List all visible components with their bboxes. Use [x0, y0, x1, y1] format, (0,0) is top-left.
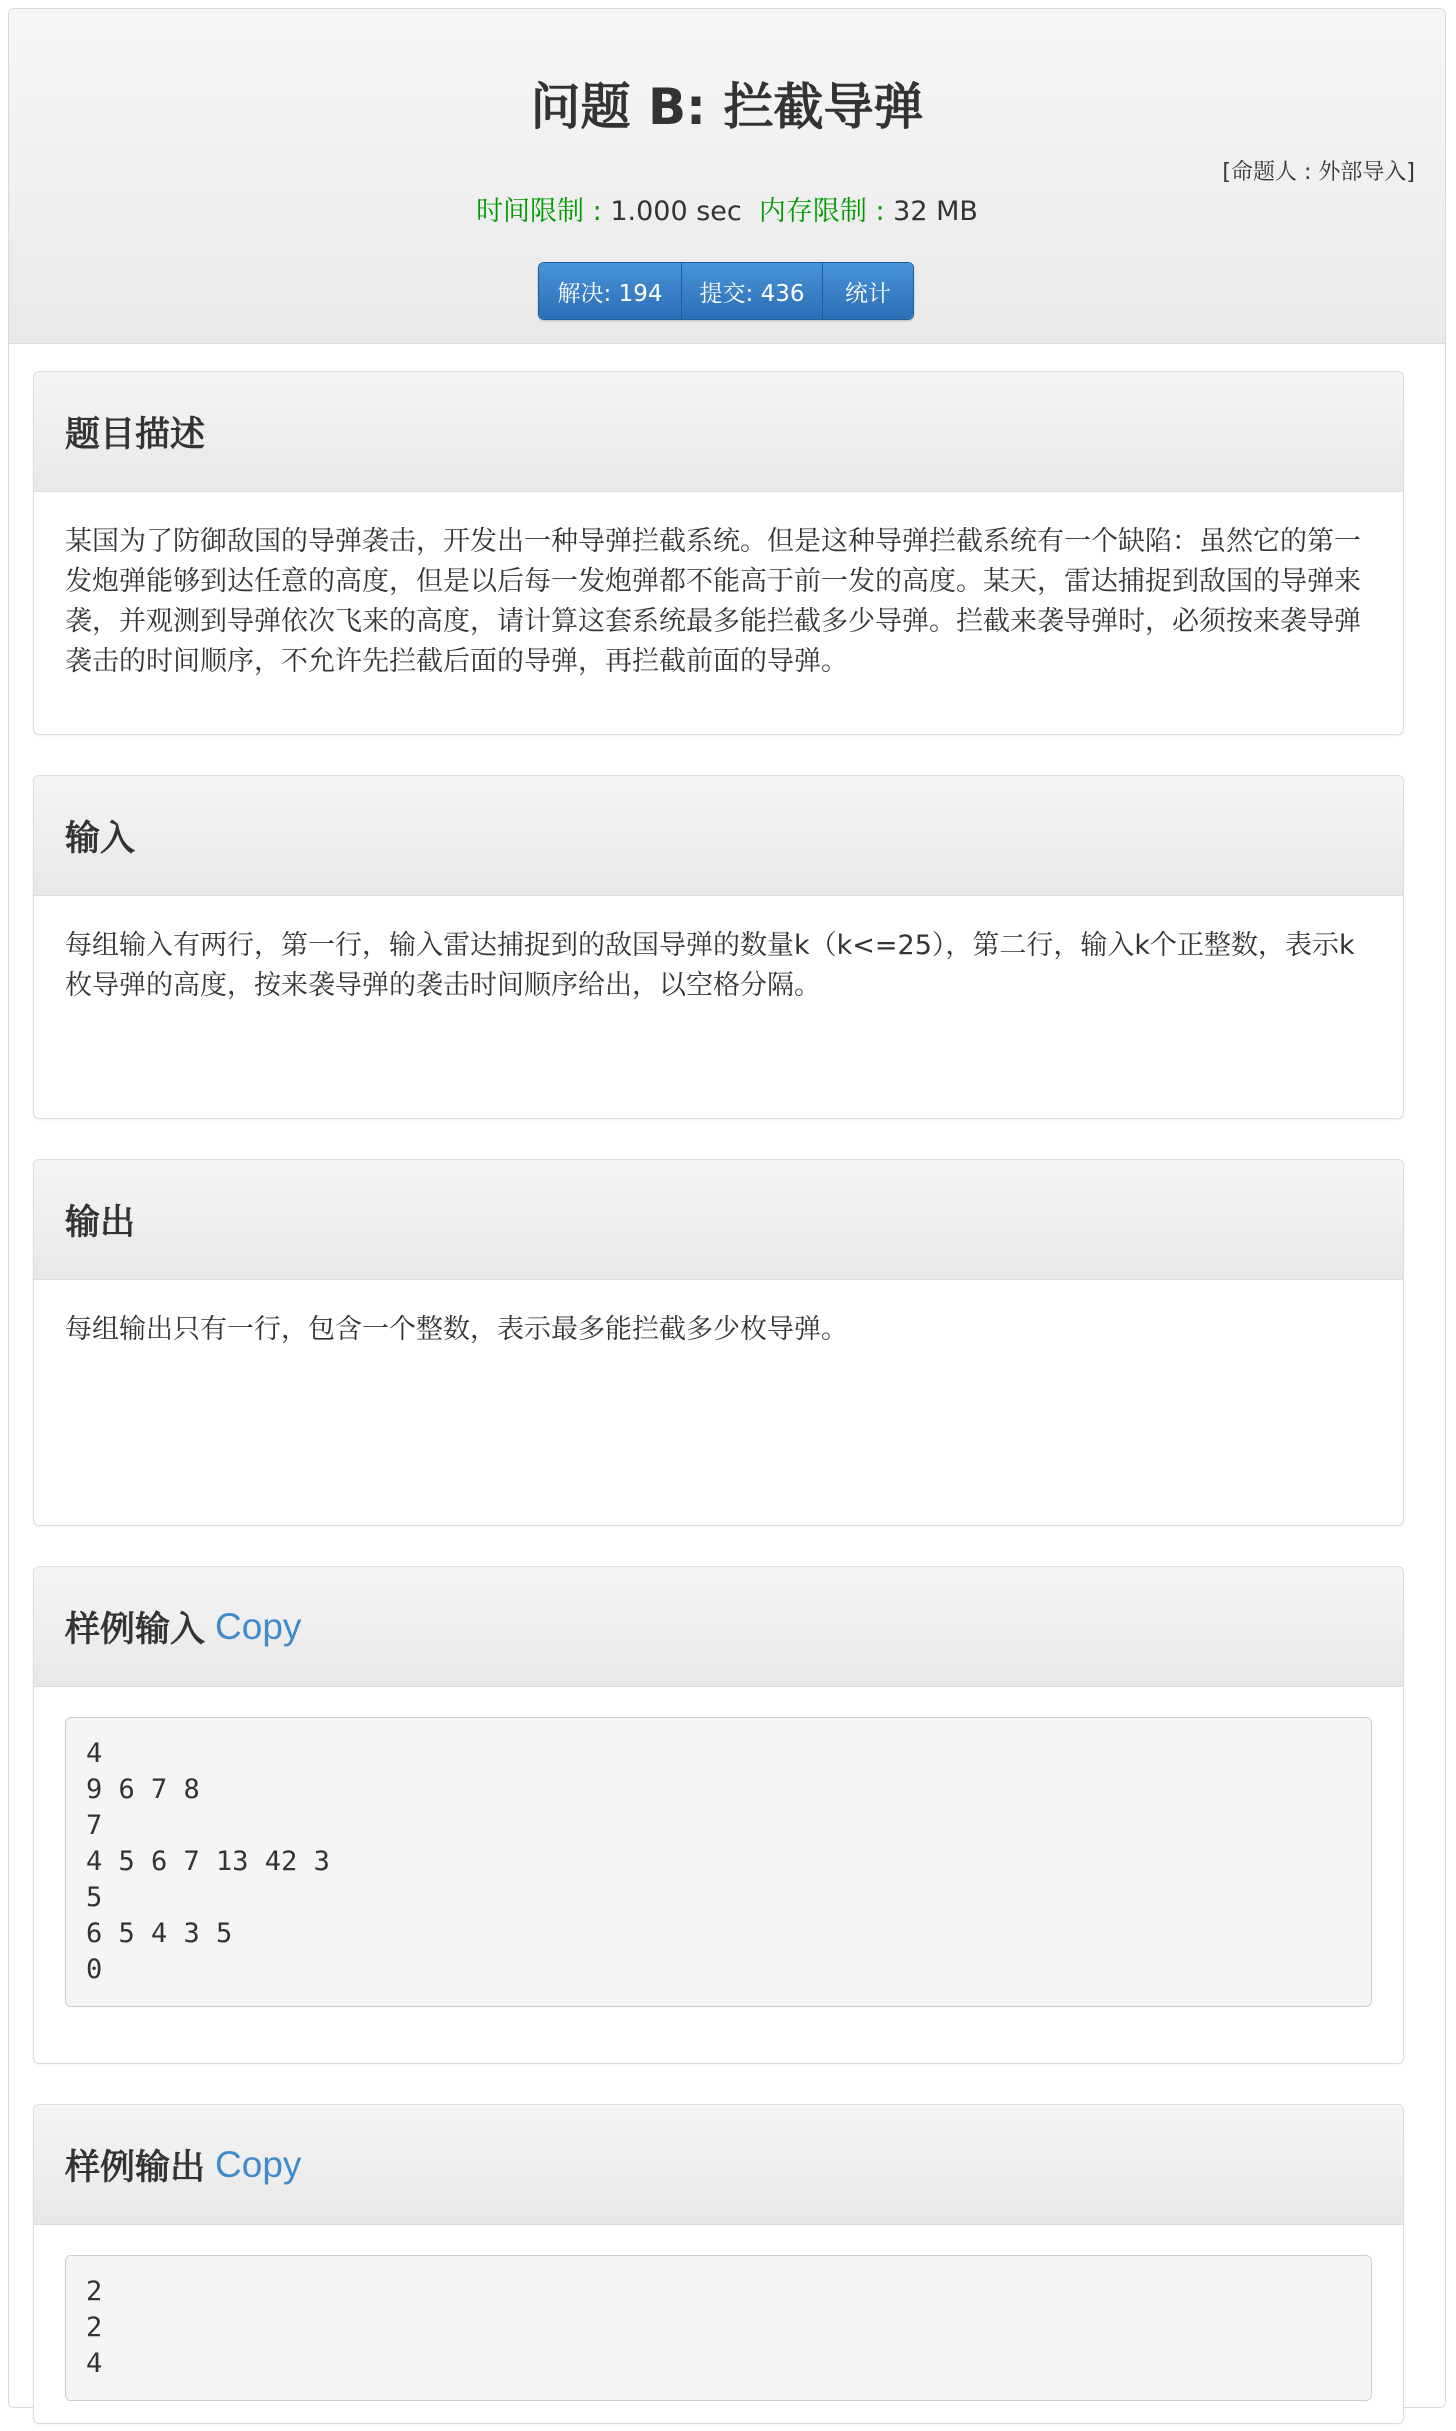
sample-output-title: 样例输出 [65, 2147, 206, 2188]
time-limit-value: 1.000 sec [610, 196, 742, 227]
input-title: 输入 [65, 818, 136, 859]
sample-input-code: 4 9 6 7 8 7 4 5 6 7 13 42 3 5 6 5 4 3 5 0 [65, 1717, 1372, 2007]
memory-limit-label: 内存限制 : [758, 196, 894, 227]
sample-output-body [34, 2225, 1403, 2431]
sample-input-heading [34, 1567, 1403, 1687]
input-text: 每组输入有两行，第一行，输入雷达捕捉到的敌国导弹的数量k（k<=25），第二行，输入k个正整数，表示k枚导弹的高度，按来袭导弹的袭击时间顺序给出，以空格分隔。 [65, 930, 1355, 1001]
problem-author: [命题人 : 外部导入] [1222, 160, 1415, 185]
problem-title: 问题 B: 拦截导弹 [530, 78, 924, 136]
description-text: 某国为了防御敌国的导弹袭击，开发出一种导弹拦截系统。但是这种导弹拦截系统有一个缺陷：虽然它的第一发炮弹能够到达任意的高度，但是以后每一发炮弹都不能高于前一发的高度。某天，雷达捕捉到敌国的导弹来袭，并观测到导弹依次飞来的高度，请计算这套系统最多能拦截多少导弹。拦截来袭导弹时，必须按来袭导弹袭击的时间顺序，不允许先拦截后面的导弹，再拦截前面的导弹。 [65, 526, 1361, 677]
sample-output-code: 2 2 4 [65, 2255, 1372, 2401]
time-limit-label: 时间限制 : [476, 196, 611, 227]
input-panel [33, 775, 1404, 1119]
submit-button[interactable]: 提交: 436 [682, 263, 823, 319]
stats-button[interactable]: 统计 [823, 263, 913, 319]
limits-line [9, 189, 1445, 228]
description-panel [33, 371, 1404, 735]
output-panel [33, 1159, 1404, 1526]
sample-output-panel [33, 2104, 1404, 2424]
memory-limit-value: 32 MB [893, 196, 978, 227]
sample-input-copy-link[interactable]: Copy [215, 1605, 302, 1647]
description-heading [34, 372, 1403, 492]
sample-input-body [34, 1687, 1403, 2037]
problem-header [9, 9, 1445, 344]
sample-output-heading [34, 2105, 1403, 2225]
problem-action-buttons [538, 262, 914, 320]
sample-input-title: 样例输入 [65, 1609, 206, 1650]
sample-input-panel [33, 1566, 1404, 2064]
output-title: 输出 [65, 1202, 136, 1243]
output-heading [34, 1160, 1403, 1280]
description-title: 题目描述 [65, 414, 206, 455]
sample-output-copy-link[interactable]: Copy [215, 2143, 302, 2185]
output-text: 每组输出只有一行，包含一个整数，表示最多能拦截多少枚导弹。 [65, 1314, 848, 1345]
solved-button[interactable]: 解决: 194 [539, 263, 682, 319]
input-heading [34, 776, 1403, 896]
